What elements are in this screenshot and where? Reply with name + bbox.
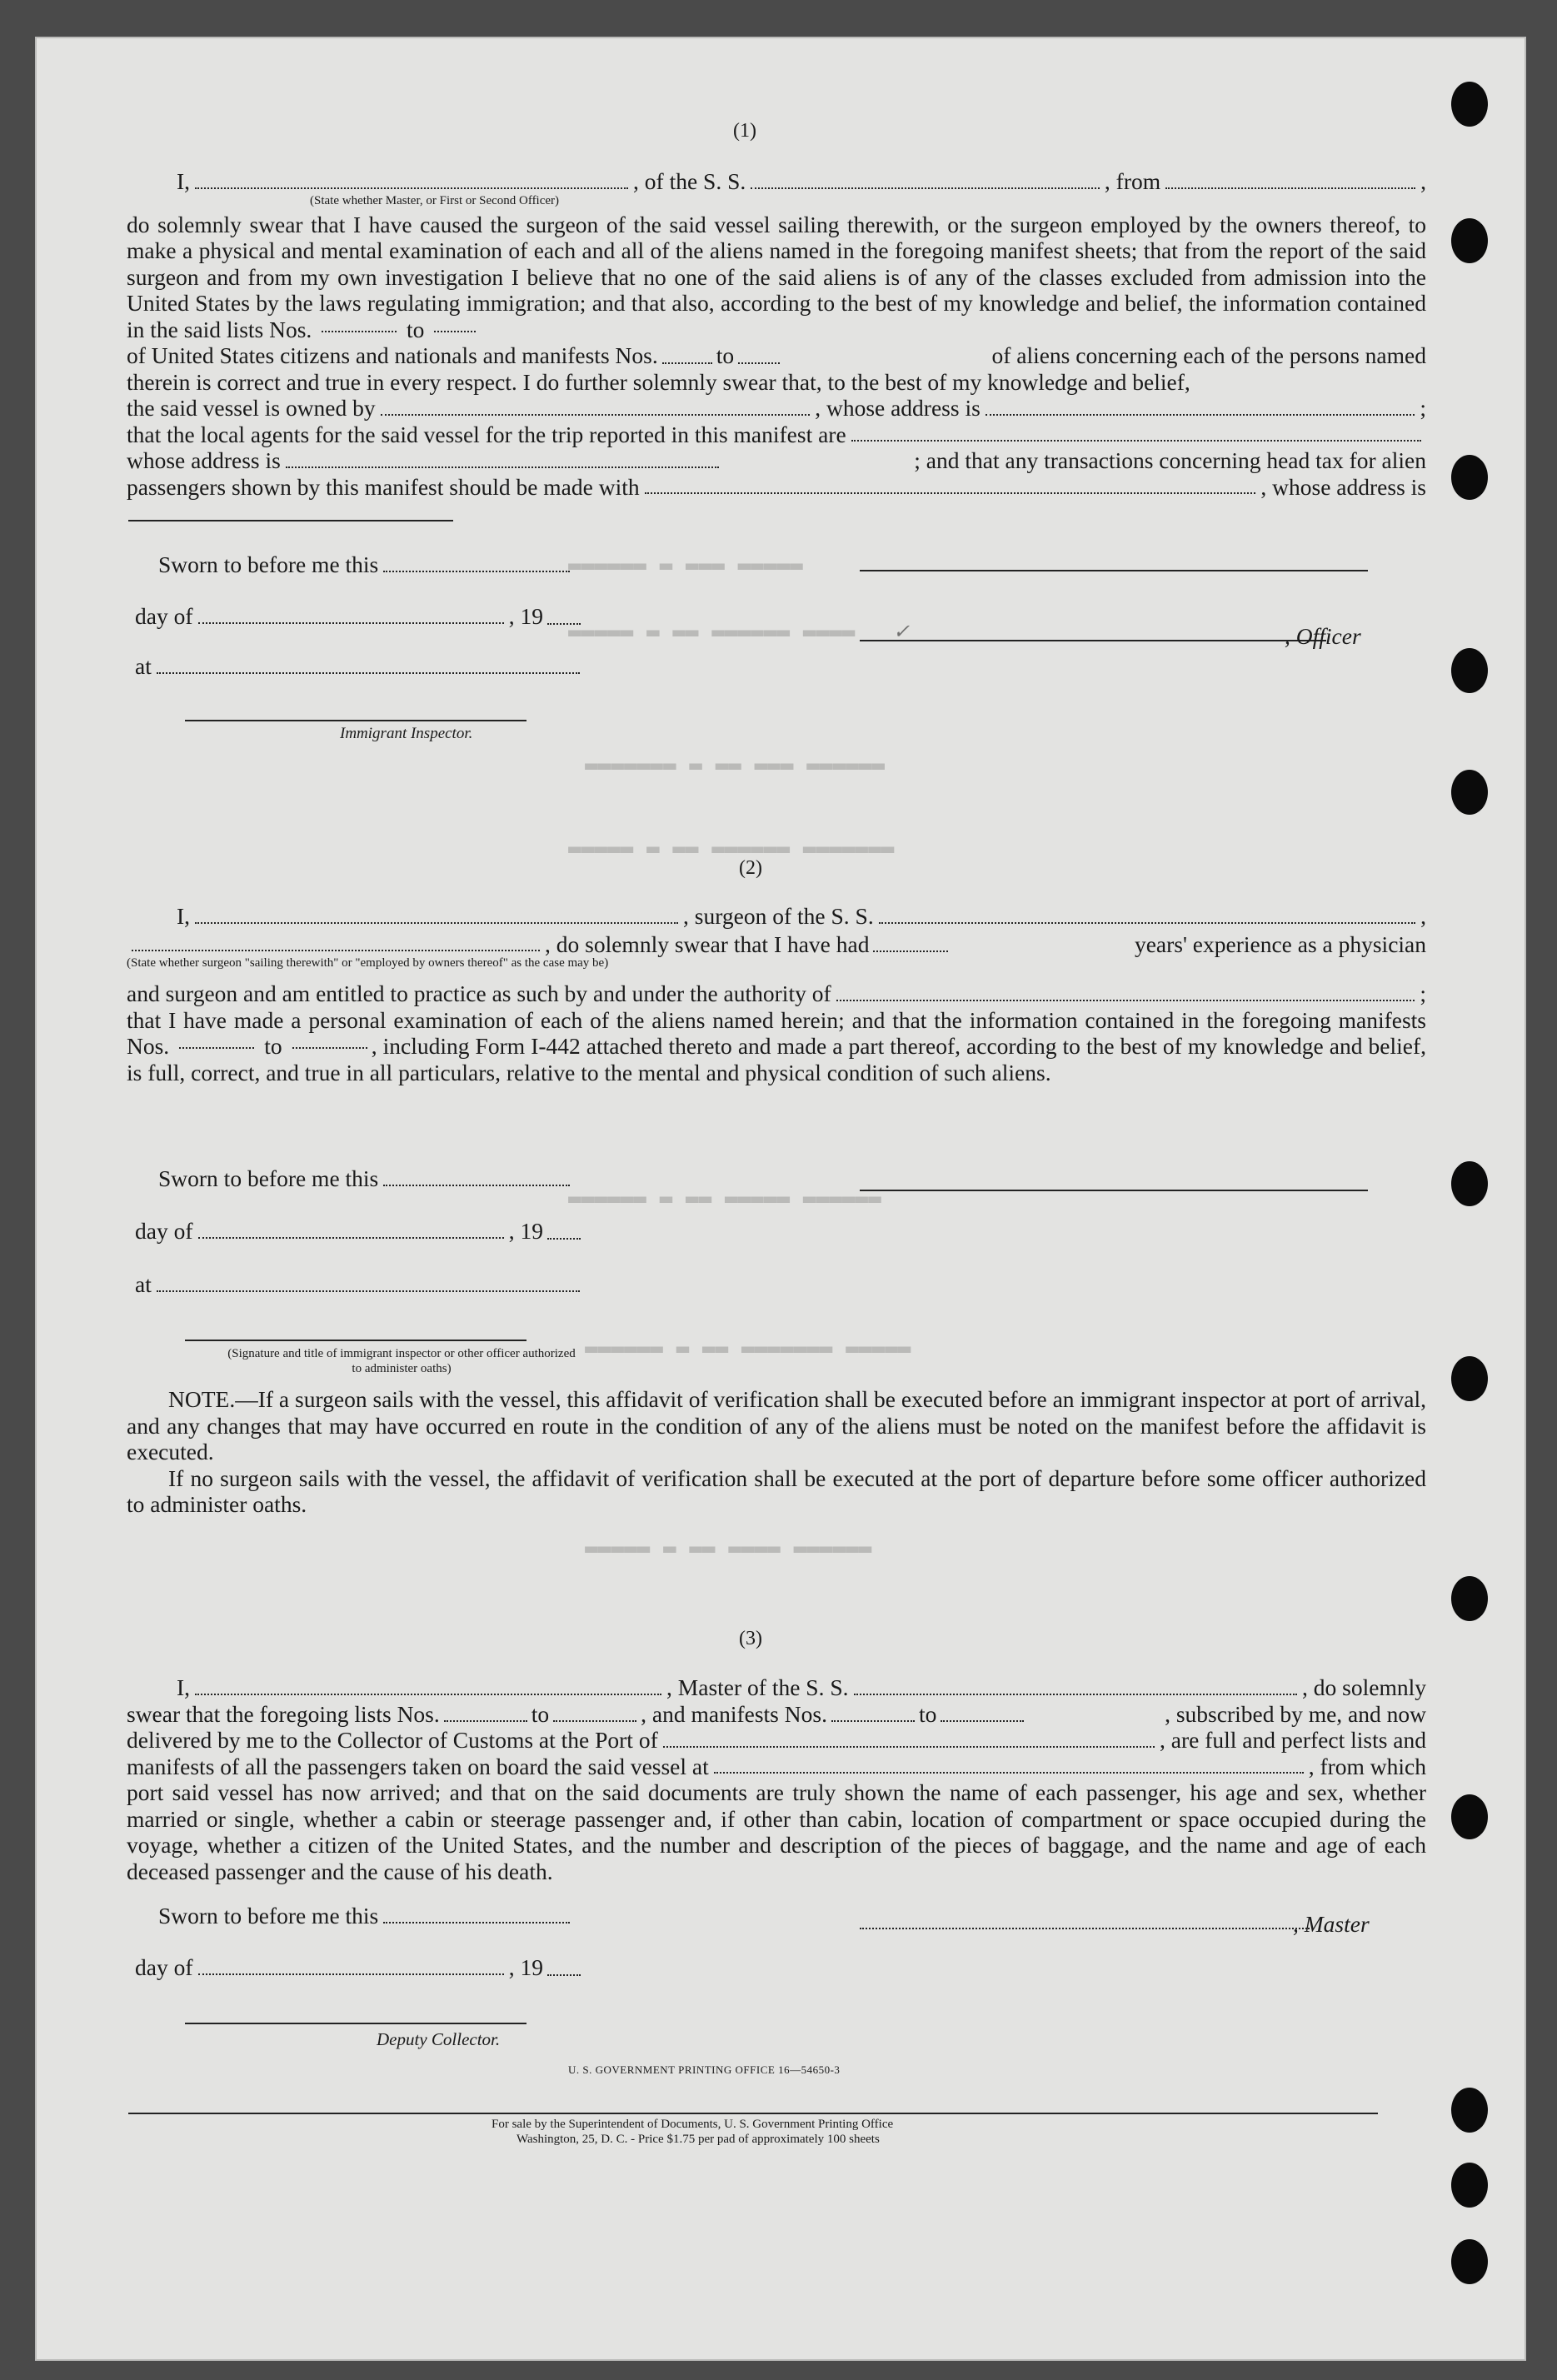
label-i: I, <box>177 168 191 194</box>
inspector-label: Immigrant Inspector. <box>340 725 473 742</box>
sworn-label: Sworn to before me this <box>158 1903 379 1928</box>
embark-port-field[interactable] <box>714 1772 1304 1774</box>
deputy-signature-line[interactable] <box>185 2023 526 2024</box>
label-i: I, <box>177 903 191 929</box>
note-block <box>127 1386 1426 1518</box>
binder-hole <box>1451 82 1488 127</box>
manifests-label: , and manifests Nos. <box>641 1700 827 1727</box>
sworn-day-field[interactable] <box>383 571 570 572</box>
at-label: at <box>135 653 152 679</box>
citizens-text: of United States citizens and nationals and manifests Nos. <box>127 342 658 368</box>
surgeon-of-label: , surgeon of the S. S. <box>683 903 874 929</box>
therein-text: therein is correct and true in every respect. I do further solemnly swear that, to the best of my knowledge and belief, <box>127 368 1190 395</box>
master-signature-line[interactable] <box>860 1928 1310 1929</box>
bleed-through: ▬▬▬▬▬▬▬ ▬▬▬▬▬▬ ▬▬ ▬ ▬▬▬▬▬ <box>568 836 895 861</box>
at-field[interactable] <box>157 1290 580 1292</box>
master-vessel-field[interactable] <box>854 1694 1298 1695</box>
year-label: , 19 <box>508 603 543 629</box>
bleed-through: ▬▬▬▬▬ ▬▬▬▬▬▬▬ ▬▬ ▬ ▬▬▬▬▬▬ <box>585 1336 911 1361</box>
day-of-field[interactable] <box>198 622 504 624</box>
section-3 <box>127 1674 1426 1884</box>
sworn-row <box>158 551 575 578</box>
surgeon-oath-text: that I have made a personal examination of each of the aliens named herein; and that the information contained in the foregoing manifests Nos. <box>127 1006 1426 1059</box>
year-label: , 19 <box>508 1218 543 1244</box>
master-manifests-from-field[interactable] <box>831 1720 915 1722</box>
label-to: to <box>264 1033 282 1059</box>
punct: ; <box>1420 395 1426 421</box>
year-label: , 19 <box>508 1954 543 1980</box>
year-field[interactable] <box>547 1238 581 1240</box>
bleed-through: ▬▬▬▬▬▬ ▬▬▬▬▬ ▬▬ ▬ ▬▬▬▬▬▬ <box>568 1186 881 1211</box>
divider <box>128 520 453 521</box>
binder-hole <box>1451 1794 1488 1839</box>
binder-hole <box>1451 2163 1488 2208</box>
at-row <box>135 1271 585 1298</box>
sworn-row <box>158 1165 575 1192</box>
master-name-field[interactable] <box>195 1694 661 1695</box>
day-row <box>135 1954 585 1981</box>
owned-by-label: the said vessel is owned by <box>127 395 376 421</box>
sworn-row <box>158 1903 575 1929</box>
oath-body <box>127 212 1426 343</box>
note-text-2: If no surgeon sails with the vessel, the affidavit of verification shall be executed at the port of departure before some officer authorized to administer oaths. <box>127 1464 1426 1517</box>
handwritten-mark: ✓ <box>893 620 911 643</box>
deputy-label: Deputy Collector. <box>377 2029 501 2049</box>
solemnly-label: , do solemnly swear that I have had <box>545 931 870 957</box>
from-port-field[interactable] <box>1165 187 1415 189</box>
label-to: to <box>407 316 425 342</box>
binder-hole <box>1451 2088 1488 2133</box>
section-number: (2) <box>739 857 762 879</box>
manifests-to-field[interactable] <box>738 362 780 364</box>
local-agents-field[interactable] <box>851 440 1421 442</box>
punct: , <box>1420 168 1426 194</box>
note-paragraph <box>127 1386 1426 1465</box>
subscribed-label: , subscribed by me, and now <box>1165 1700 1426 1727</box>
surgeon-signature-line[interactable] <box>860 1190 1368 1191</box>
head-tax-agent-field[interactable] <box>645 492 1256 494</box>
day-row <box>135 1218 585 1245</box>
oath-text: do solemnly swear that I have caused the surgeon of the said vessel sailing therewith, or the surgeon employed by the owners thereof, to make a physical and mental examination of each and all of the aliens named in the foregoing manifest sheets; that from the report of the said surgeon and from my own investigation I believe that no one of the said aliens is of any of the classes excluded from admission into the United States by the laws regulating immigration; and that also, according to the best of my knowledge and belief, the information contained in the said lists Nos. <box>127 211 1426 342</box>
oath-officer-signature-line[interactable] <box>185 1340 526 1341</box>
owner-address-field[interactable] <box>986 414 1415 416</box>
surgeon-status-field[interactable] <box>132 950 540 951</box>
solemnly-label: , do solemnly <box>1302 1674 1426 1700</box>
note-text: —If a surgeon sails with the vessel, this affidavit of verification shall be executed before an immigrant inspector at port of arrival, and any changes that may have occurred en route in the condition of any of the aliens must be noted on the manifest before the affidavit is executed. <box>127 1386 1426 1464</box>
whose-address-label: , whose address is <box>815 395 981 421</box>
footer-rule <box>128 2113 1378 2114</box>
master-lists-to-field[interactable] <box>553 1720 636 1722</box>
surgeon-vessel-field[interactable] <box>879 922 1415 924</box>
surgeon-oath-text-2: , including Form I-442 attached thereto and made a part thereof, according to the best of my knowledge and belief, is full, correct, and true in all particulars, relative to the mental and physical condition of such aliens. <box>127 1033 1426 1085</box>
sworn-label: Sworn to before me this <box>158 1165 379 1191</box>
officer-label: , Officer <box>1285 623 1361 649</box>
day-of-field[interactable] <box>198 1237 504 1239</box>
authority-label: and surgeon and am entitled to practice as such by and under the authority of <box>127 980 831 1006</box>
binder-hole <box>1451 455 1488 500</box>
year-field[interactable] <box>547 623 581 625</box>
years-field[interactable] <box>873 951 948 952</box>
lists-to-field[interactable] <box>434 331 476 332</box>
years-label: years' experience as a physician <box>1134 931 1426 957</box>
label-i: I, <box>177 1674 191 1700</box>
local-agents-label: that the local agents for the said vessel for the trip reported in this manifest are <box>127 421 846 447</box>
manifest-page <box>35 37 1526 2361</box>
vessel-name-field[interactable] <box>751 187 1100 189</box>
section-number: (3) <box>739 1628 762 1649</box>
officer-signature-line[interactable] <box>860 570 1368 571</box>
swear-label: swear that the foregoing lists Nos. <box>127 1700 440 1727</box>
footer-line-2: Washington, 25, D. C. - Price $1.75 per pad of approximately 100 sheets <box>517 2133 880 2146</box>
master-oath-body: port said vessel has now arrived; and that on the said documents are truly shown the name of each passenger, his age and sex, whether married or single, whether a cabin or steerage passenger and, if other than cabin, location of compartment or space occupied during the voyage, whether a citizen of the United States, and the number and description of the pieces of baggage, and the name and age of each deceased passenger and the cause of his death. <box>127 1779 1426 1884</box>
at-label: at <box>135 1271 152 1297</box>
officer-title-line[interactable] <box>860 640 1326 641</box>
label-to: to <box>531 1700 550 1727</box>
note-paragraph-2 <box>127 1465 1426 1518</box>
delivered-label: delivered by me to the Collector of Customs at the Port of <box>127 1727 658 1753</box>
owner-field[interactable] <box>381 414 811 416</box>
surgeon-manifests-from-field[interactable] <box>179 1047 254 1049</box>
sworn-day-field[interactable] <box>383 1185 570 1186</box>
oath-officer-caption: (Signature and title of immigrant inspector or other officer authorized to administer oaths) <box>227 1347 576 1375</box>
day-of-label: day of <box>135 1218 193 1244</box>
manifests-from-field[interactable] <box>662 362 712 364</box>
section-2 <box>127 903 1426 1085</box>
bleed-through: ▬▬▬▬▬ ▬▬▬ ▬ ▬▬▬▬▬▬ <box>568 553 803 578</box>
master-lists-from-field[interactable] <box>444 1720 527 1722</box>
from-which-label: , from which <box>1308 1753 1426 1779</box>
label-to: to <box>918 1700 937 1727</box>
label-to: to <box>716 342 735 368</box>
label-of-ss: , of the S. S. <box>633 168 746 194</box>
port-field[interactable] <box>663 1746 1155 1748</box>
label-from: , from <box>1104 168 1161 194</box>
passengers-label: passengers shown by this manifest should be made with <box>127 473 640 500</box>
sworn-day-field[interactable] <box>383 1922 570 1923</box>
binder-hole <box>1451 1356 1488 1401</box>
bleed-through: ▬▬▬▬▬▬ ▬▬▬ ▬▬ ▬ ▬▬▬▬▬▬▬ <box>585 753 886 778</box>
officer-caption: (State whether Master, or First or Second Officer) <box>310 193 560 207</box>
at-field[interactable] <box>157 672 580 674</box>
bleed-through: ▬▬▬▬ ▬▬▬▬▬▬ ▬▬ ▬ ▬▬▬▬▬ <box>568 620 856 645</box>
section-number: (1) <box>733 120 756 142</box>
binder-hole <box>1451 1161 1488 1206</box>
surgeon-caption: (State whether surgeon "sailing therewith" or "employed by owners thereof" as the case may be) <box>127 956 609 970</box>
full-lists-label: , are full and perfect lists and <box>1160 1727 1426 1753</box>
agents-address-field[interactable] <box>286 467 719 468</box>
surgeon-oath-body <box>127 1007 1426 1086</box>
manifests-all-label: manifests of all the passengers taken on board the said vessel at <box>127 1753 709 1779</box>
head-tax-label: ; and that any transactions concerning head tax for alien <box>914 447 1426 473</box>
surgeon-manifests-to-field[interactable] <box>292 1047 367 1049</box>
footer-line-1: For sale by the Superintendent of Documents, U. S. Government Printing Office <box>492 2118 894 2131</box>
surgeon-name-field[interactable] <box>195 922 678 924</box>
binder-hole <box>1451 218 1488 263</box>
binder-hole <box>1451 2239 1488 2284</box>
lists-from-field[interactable] <box>322 331 397 332</box>
gpo-imprint: U. S. GOVERNMENT PRINTING OFFICE 16—54650-3 <box>568 2063 841 2076</box>
day-of-label: day of <box>135 603 193 629</box>
day-row <box>135 603 585 630</box>
master-of-label: , Master of the S. S. <box>666 1674 849 1700</box>
at-row <box>135 653 585 680</box>
officer-name-field[interactable] <box>195 187 628 189</box>
sworn-label: Sworn to before me this <box>158 551 379 577</box>
aliens-text: of aliens concerning each of the persons named <box>991 342 1426 368</box>
note-label: NOTE. <box>168 1386 236 1412</box>
day-of-field[interactable] <box>198 1973 504 1975</box>
section-1 <box>127 168 1426 500</box>
binder-hole <box>1451 770 1488 815</box>
binder-hole <box>1451 648 1488 693</box>
whose-address-label: whose address is <box>127 447 281 473</box>
year-field[interactable] <box>547 1974 581 1976</box>
authority-field[interactable] <box>836 1000 1415 1001</box>
punct: ; <box>1420 980 1426 1006</box>
day-of-label: day of <box>135 1954 193 1980</box>
bleed-through: ▬▬▬▬▬▬ ▬▬▬▬ ▬▬ ▬ ▬▬▬▬▬ <box>585 1536 872 1561</box>
whose-address-label: , whose address is <box>1260 473 1426 500</box>
master-label: , Master <box>1293 1911 1370 1937</box>
master-manifests-to-field[interactable] <box>941 1720 1024 1722</box>
punct: , <box>1420 903 1426 929</box>
inspector-signature-line[interactable] <box>185 720 526 721</box>
binder-hole <box>1451 1576 1488 1621</box>
